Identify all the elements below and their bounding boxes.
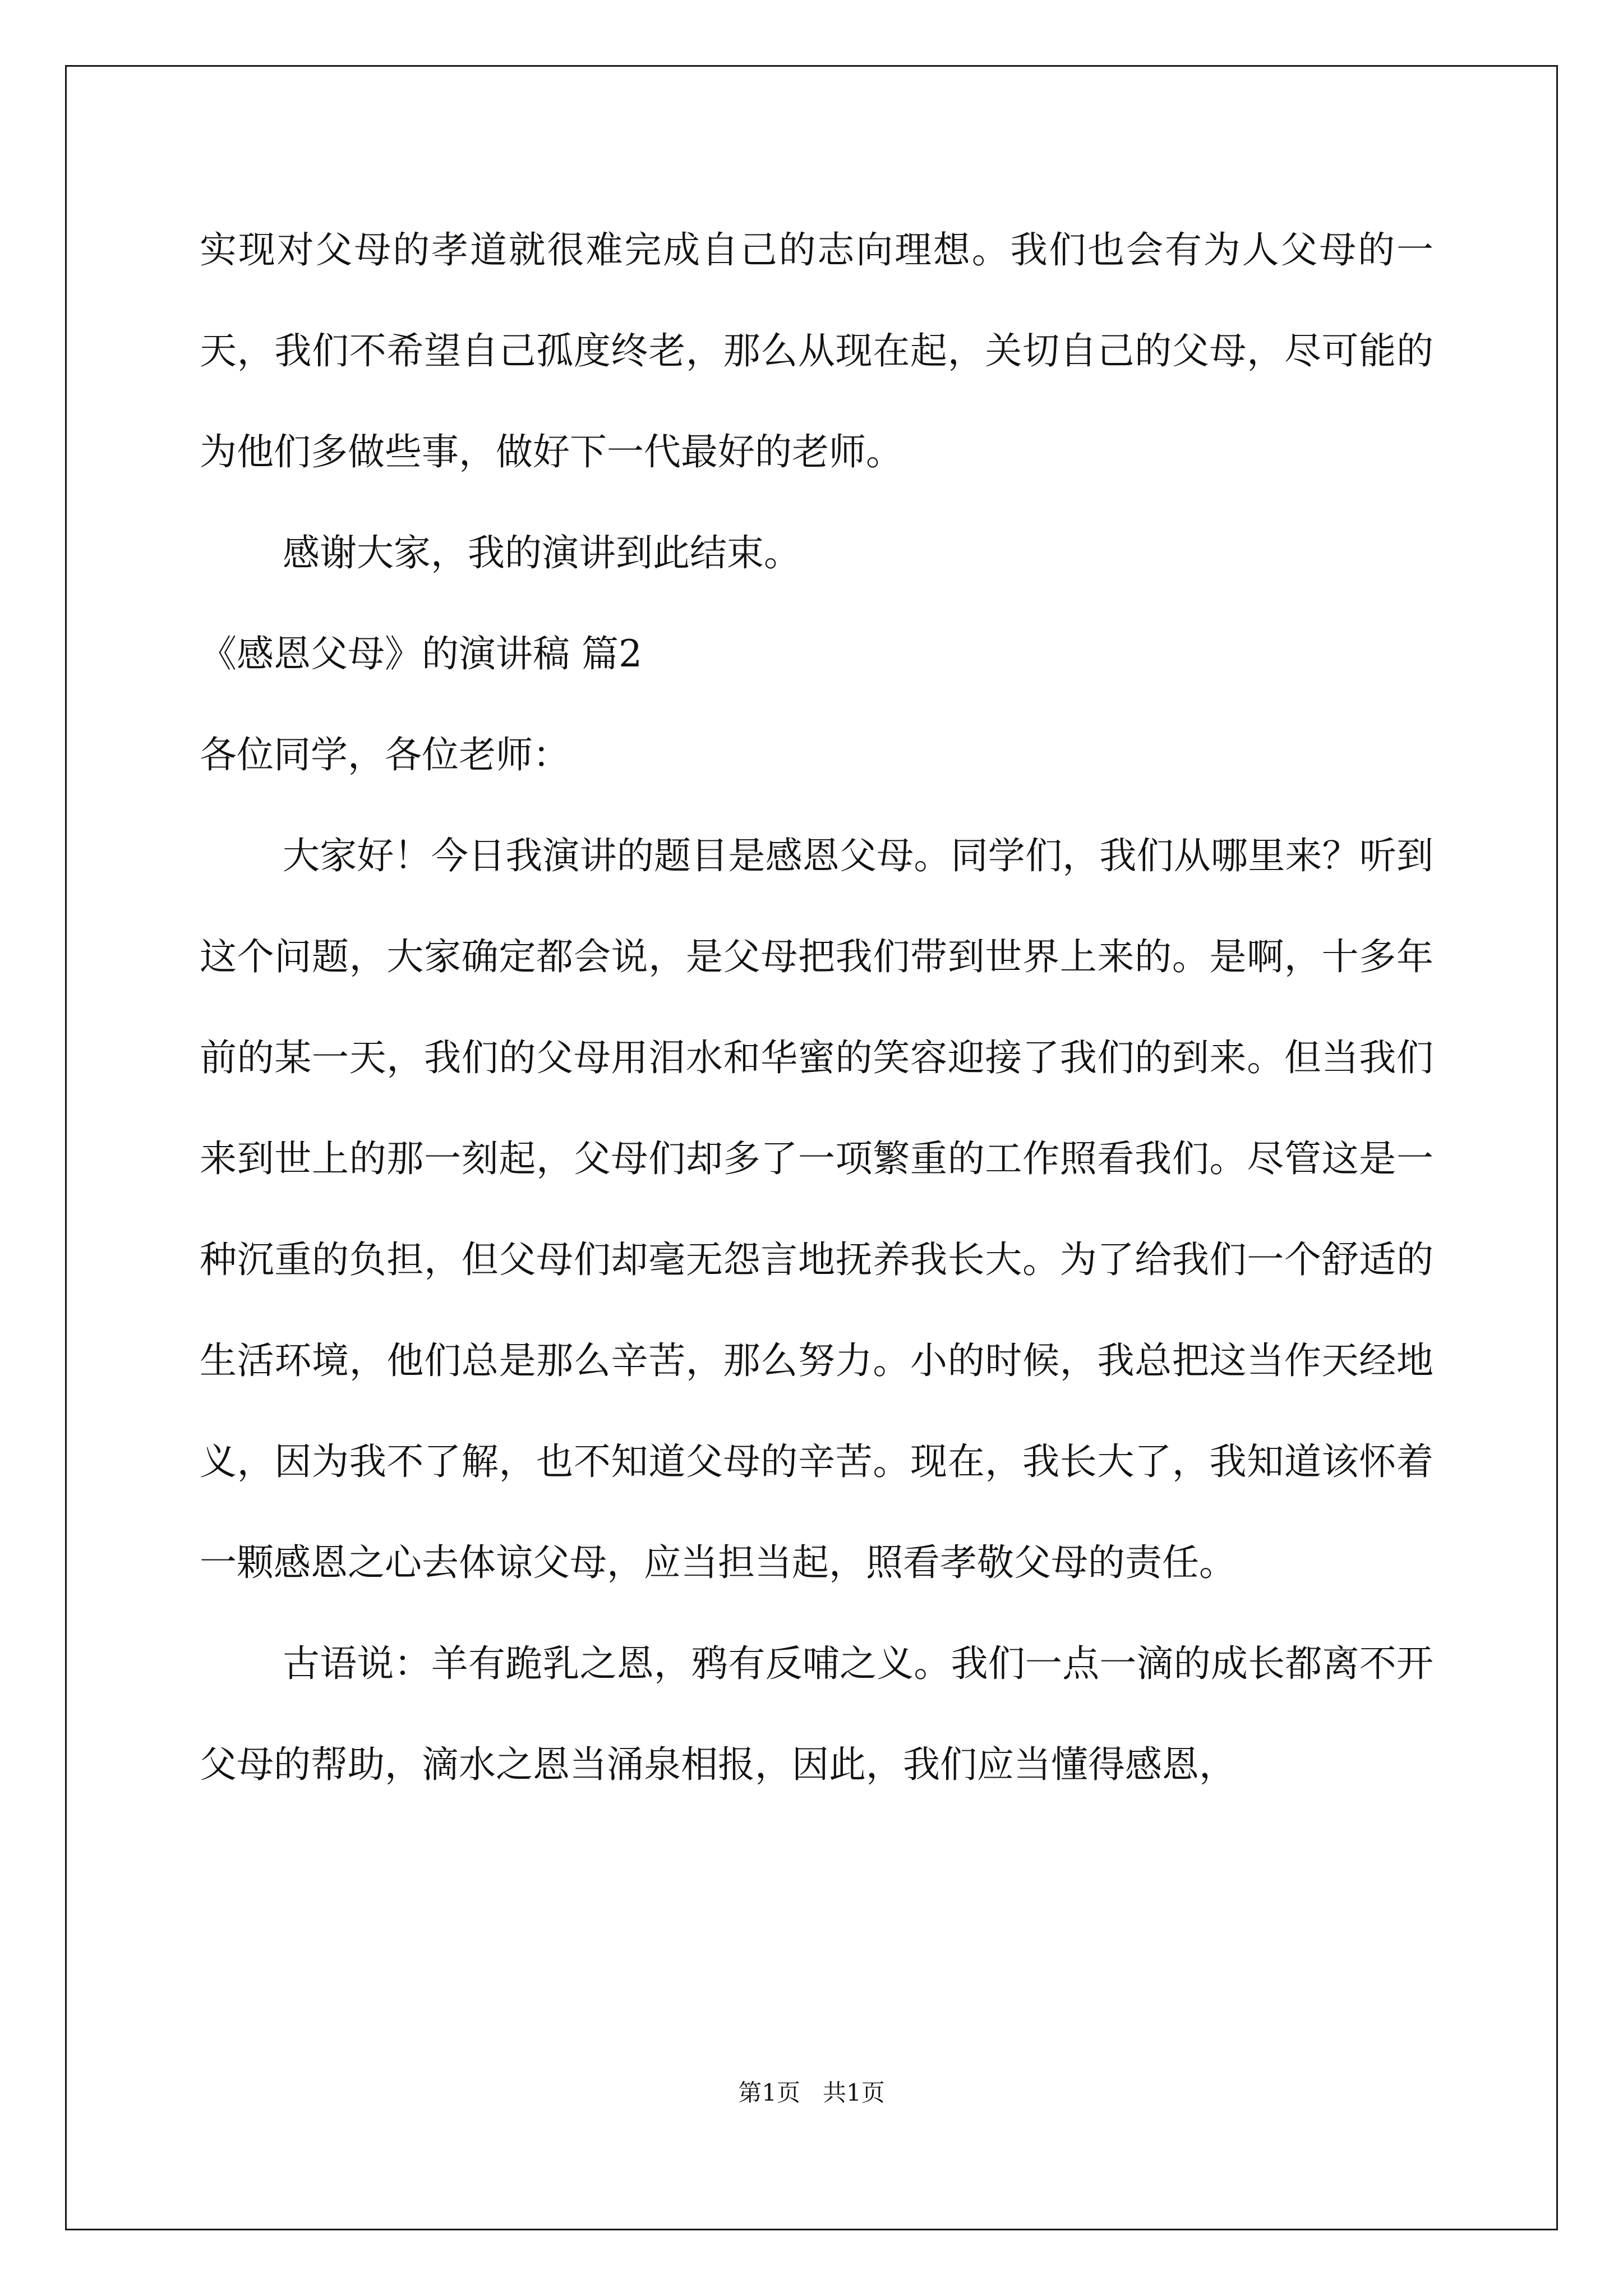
paragraph-proverb: 古语说：羊有跪乳之恩，鸦有反哺之义。我们一点一滴的成长都离不开父母的帮助，滴水之恩当涌泉相报，因此，我们应当懂得感恩， [200,1642,1433,1786]
paragraph-main: 大家好！今日我演讲的题目是感恩父母。同学们，我们从哪里来？听到这个问题，大家确定都会说，是父母把我们带到世界上来的。是啊，十多年前的某一天，我们的父母用泪水和华蜜的笑容迎接了我们的到来。但当我们来到世上的那一刻起，父母们却多了一项繁重的工作照看我们。尽管这是一种沉重的负担，但父母们却毫无怨言地抚养我长大。为了给我们一个舒适的生活环境，他们总是那么辛苦，那么努力。小的时候，我总把这当作天经地义，因为我不了解，也不知道父母的辛苦。现在，我长大了，我知道该怀着一颗感恩之心去体谅父母，应当担当起，照看孝敬父母的责任。 [200,834,1433,1584]
paragraph-closing: 感谢大家，我的演讲到此结束。 [283,531,801,574]
page-footer: 第1页 共1页 [738,2079,885,2106]
document-body [200,200,1433,1815]
salutation: 各位同学，各位老师： [200,733,570,776]
paragraph-continuation: 实现对父母的孝道就很难完成自己的志向理想。我们也会有为人父母的一天，我们不希望自己孤度终老，那么从现在起，关切自己的父母，尽可能的为他们多做些事，做好下一代最好的老师。 [200,228,1433,473]
section-heading: 《感恩父母》的演讲稿 篇2 [200,632,642,675]
